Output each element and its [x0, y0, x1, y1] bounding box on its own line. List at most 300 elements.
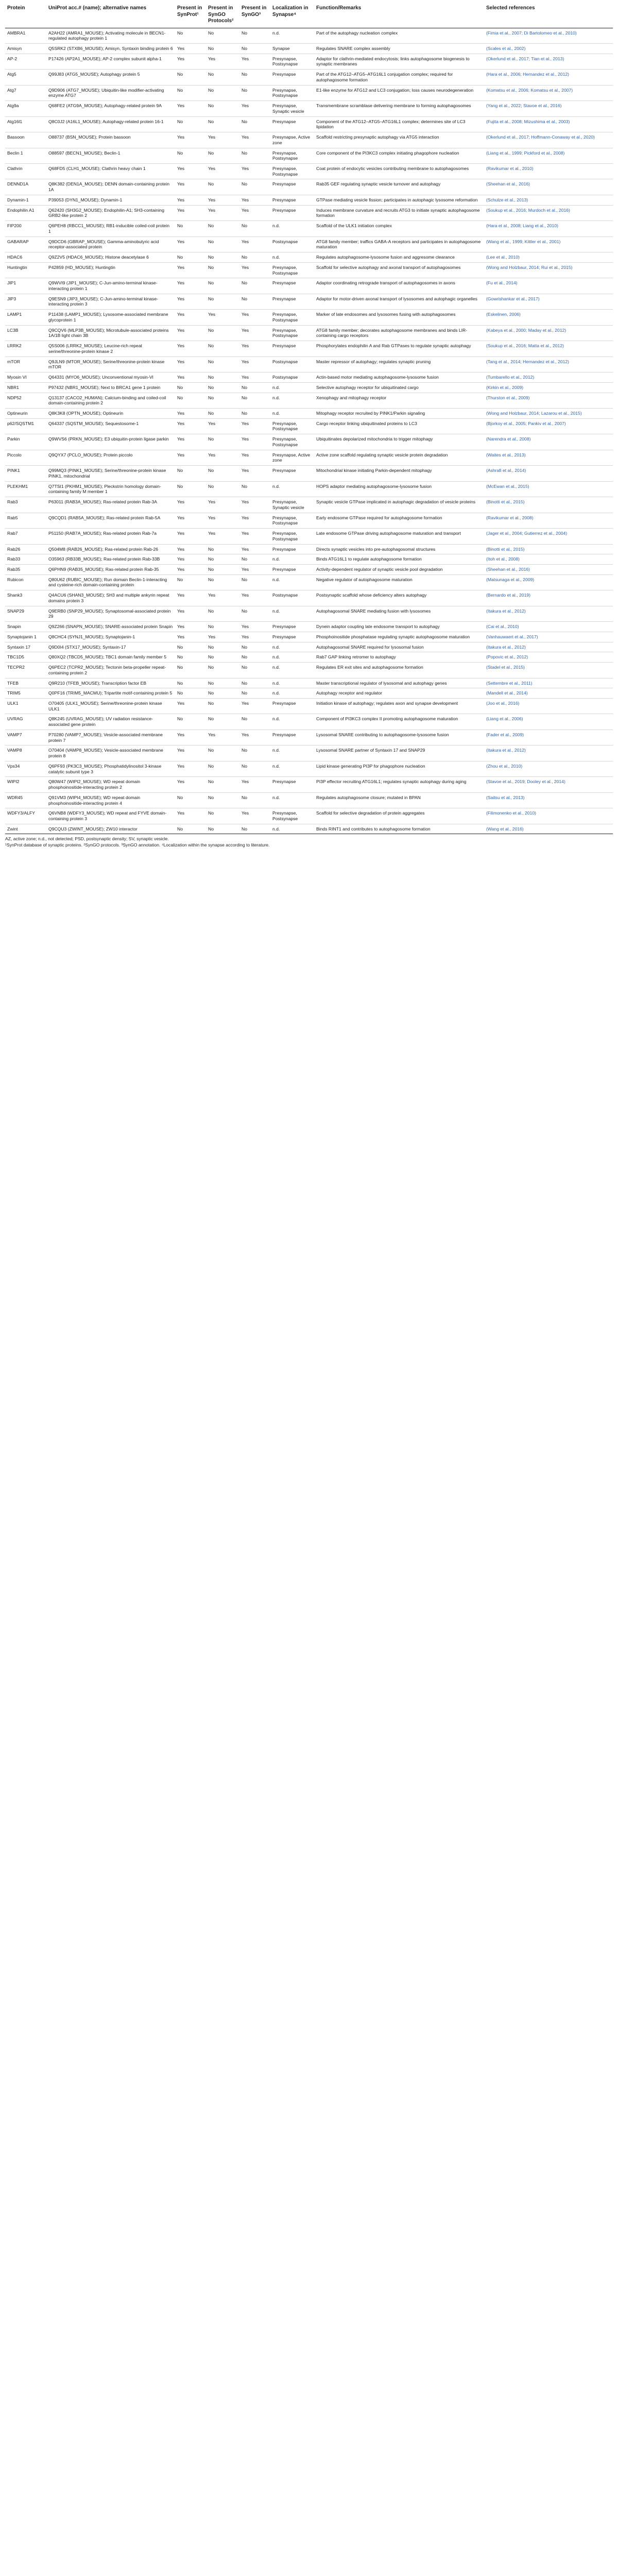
cell-syngo-protocols: No [206, 824, 239, 834]
table-row [5, 714, 613, 730]
cell-syngo: Yes [239, 236, 270, 252]
cell-function: Adaptor for motor-driven axonal transport of lysosomes and autophagic organelles [314, 294, 484, 309]
cell-synprot: Yes [175, 434, 206, 450]
cell-protein: PINK1 [5, 466, 46, 481]
cell-function: Phosphorylates endophilin A and Rab GTPases to regulate synaptic autophagy [314, 341, 484, 357]
cell-function: Marker of late endosomes and lysosomes fusing with autophagosomes [314, 310, 484, 325]
cell-localization: n.d. [270, 252, 314, 263]
cell-references: (Itakura et al., 2012) [484, 642, 613, 652]
cell-localization: Presynapse [270, 730, 314, 745]
cell-synprot: No [175, 393, 206, 408]
cell-function: HOPS adaptor mediating autophagosome-lysosome fusion [314, 481, 484, 497]
table-row [5, 622, 613, 632]
cell-localization: Presynapse [270, 179, 314, 195]
cell-function: Part of the autophagy nucleation complex [314, 28, 484, 43]
cell-syngo: Yes [239, 163, 270, 179]
cell-function: Selective autophagy receptor for ubiquitinated cargo [314, 382, 484, 393]
cell-references: (Itoh et al., 2008) [484, 554, 613, 565]
cell-references: (Lee et al., 2010) [484, 252, 613, 263]
cell-syngo-protocols: Yes [206, 205, 239, 221]
cell-syngo-protocols: No [206, 554, 239, 565]
cell-references: (Soukup et al., 2016; Matta et al., 2012) [484, 341, 613, 357]
cell-uniprot: Q91VM3 (WIPI4_MOUSE); WD repeat domain phosphoinositide-interacting protein 4 [46, 792, 175, 808]
cell-synprot: No [175, 252, 206, 263]
cell-syngo: Yes [239, 466, 270, 481]
cell-syngo-protocols: Yes [206, 450, 239, 465]
cell-references: (Binotti et al., 2015) [484, 544, 613, 554]
cell-function: Scaffold restricting presynaptic autophagy via ATG5 interaction [314, 132, 484, 148]
cell-function: Component of PI3KC3 complex II promoting autophagosome maturation [314, 714, 484, 730]
cell-syngo-protocols: No [206, 466, 239, 481]
cell-uniprot: Q7TSI1 (PKHM1_MOUSE); Pleckstrin homology domain-containing family M member 1 [46, 481, 175, 497]
cell-uniprot: Q9JLN9 (MTOR_MOUSE); Serine/threonine-protein kinase mTOR [46, 357, 175, 372]
cell-localization: Presynapse, Postsynapse [270, 163, 314, 179]
cell-references: (Soukup et al., 2016; Murdoch et al., 2016) [484, 205, 613, 221]
cell-references: (Yang et al., 2022; Stavoe et al., 2016) [484, 101, 613, 116]
cell-syngo-protocols: Yes [206, 163, 239, 179]
cell-synprot: No [175, 28, 206, 43]
cell-synprot: Yes [175, 236, 206, 252]
cell-protein: TBC1D5 [5, 652, 46, 663]
cell-synprot: Yes [175, 372, 206, 383]
cell-localization: Presynapse [270, 205, 314, 221]
table-row [5, 132, 613, 148]
cell-function: Adaptor for clathrin-mediated endocytosis; links autophagosome biogenesis to synaptic membranes [314, 54, 484, 69]
table-row [5, 642, 613, 652]
cell-function: Scaffold of the ULK1 initiation complex [314, 221, 484, 236]
cell-references: (Vanhauwaert et al., 2017) [484, 632, 613, 642]
cell-syngo-protocols: Yes [206, 590, 239, 606]
cell-localization: n.d. [270, 642, 314, 652]
cell-syngo-protocols: No [206, 116, 239, 132]
cell-uniprot: P39053 (DYN1_MOUSE); Dynamin-1 [46, 195, 175, 205]
cell-references: (Zhou et al., 2010) [484, 761, 613, 776]
cell-synprot: No [175, 824, 206, 834]
cell-protein: Vps34 [5, 761, 46, 776]
cell-synprot: Yes [175, 564, 206, 574]
cell-syngo-protocols: No [206, 714, 239, 730]
cell-syngo-protocols: No [206, 698, 239, 714]
table-row [5, 116, 613, 132]
cell-function: Late endosome GTPase driving autophagosome maturation and transport [314, 529, 484, 544]
table-row [5, 761, 613, 776]
cell-localization: n.d. [270, 574, 314, 590]
table-row [5, 792, 613, 808]
cell-synprot: Yes [175, 606, 206, 621]
cell-references: (Okerlund et al., 2017; Tian et al., 2013) [484, 54, 613, 69]
cell-syngo-protocols: No [206, 622, 239, 632]
cell-function: Regulates autophagosome-lysosome fusion and aggresome clearance [314, 252, 484, 263]
cell-localization: n.d. [270, 221, 314, 236]
cell-function: Rab7 GAP linking retromer to autophagy [314, 652, 484, 663]
cell-syngo-protocols: No [206, 792, 239, 808]
cell-uniprot: Q80W47 (WIPI2_MOUSE); WD repeat domain phosphoinositide-interacting protein 2 [46, 777, 175, 792]
table-row [5, 393, 613, 408]
cell-function: Binds ATG16L1 to regulate autophagosome formation [314, 554, 484, 565]
cell-localization: Presynapse, Postsynapse [270, 85, 314, 100]
cell-localization: Presynapse [270, 466, 314, 481]
cell-uniprot: P51150 (RAB7A_MOUSE); Ras-related protein Rab-7a [46, 529, 175, 544]
cell-uniprot: Q68FD5 (CLH1_MOUSE); Clathrin heavy chain 1 [46, 163, 175, 179]
cell-function: Regulates ER exit sites and autophagosome formation [314, 663, 484, 678]
cell-function: Initiation kinase of autophagy; regulates axon and synapse development [314, 698, 484, 714]
cell-uniprot: A2AH22 (AMRA1_MOUSE); Activating molecule in BECN1-regulated autophagy protein 1 [46, 28, 175, 43]
cell-synprot: Yes [175, 497, 206, 513]
cell-uniprot: Q64337 (SQSTM_MOUSE); Sequestosome-1 [46, 418, 175, 434]
table-row [5, 54, 613, 69]
cell-syngo: Yes [239, 730, 270, 745]
cell-syngo-protocols: Yes [206, 418, 239, 434]
cell-localization: Presynapse [270, 278, 314, 294]
footnote-abbreviations: AZ, active zone; n.d., not detected; PSD, postsynaptic density; SV, synaptic vesicle. [5, 836, 169, 842]
table-row [5, 777, 613, 792]
cell-references: (Wang et al., 2016) [484, 824, 613, 834]
cell-uniprot: P70280 (VAMP7_MOUSE); Vesicle-associated membrane protein 7 [46, 730, 175, 745]
cell-function: Lysosomal SNARE partner of Syntaxin 17 and SNAP29 [314, 745, 484, 761]
cell-synprot: Yes [175, 544, 206, 554]
cell-synprot: Yes [175, 132, 206, 148]
cell-references: (Bernardo et al., 2019) [484, 590, 613, 606]
cell-references: (Narendra et al., 2008) [484, 434, 613, 450]
cell-function: Scaffold for selective autophagy and axonal transport of autophagosomes [314, 262, 484, 278]
cell-syngo-protocols: No [206, 745, 239, 761]
table-page [5, 0, 613, 849]
table-row [5, 70, 613, 85]
cell-references: (Tumbarello et al., 2012) [484, 372, 613, 383]
cell-function: Master repressor of autophagy; regulates synaptic pruning [314, 357, 484, 372]
table-row [5, 85, 613, 100]
cell-function: Early endosome GTPase required for autophagosome formation [314, 513, 484, 528]
cell-function: Core component of the PI3KC3 complex initiating phagophore nucleation [314, 148, 484, 163]
cell-references: (Wang et al., 1999; Kittler et al., 2001) [484, 236, 613, 252]
cell-synprot: Yes [175, 632, 206, 642]
cell-localization: n.d. [270, 606, 314, 621]
cell-function: Scaffold for selective degradation of protein aggregates [314, 808, 484, 824]
cell-syngo: Yes [239, 418, 270, 434]
column-header-synprot: Present in SynProt¹ [175, 3, 206, 28]
cell-syngo-protocols: Yes [206, 497, 239, 513]
cell-references: (Kirkin et al., 2009) [484, 382, 613, 393]
cell-protein: WDR45 [5, 792, 46, 808]
cell-uniprot: Q80XQ2 (TBCD5_MOUSE); TBC1 domain family member 5 [46, 652, 175, 663]
cell-synprot: Yes [175, 777, 206, 792]
cell-references: (Binotti et al., 2015) [484, 497, 613, 513]
cell-syngo: No [239, 574, 270, 590]
cell-uniprot: O88737 (BSN_MOUSE); Protein bassoon [46, 132, 175, 148]
cell-uniprot: Q68FE2 (ATG9A_MOUSE); Autophagy-related protein 9A [46, 101, 175, 116]
cell-localization: Postsynapse [270, 236, 314, 252]
cell-synprot: No [175, 466, 206, 481]
cell-syngo: Yes [239, 372, 270, 383]
cell-uniprot: P63011 (RAB3A_MOUSE); Ras-related protein Rab-3A [46, 497, 175, 513]
cell-localization: Presynapse [270, 195, 314, 205]
table-row [5, 179, 613, 195]
cell-syngo-protocols: No [206, 262, 239, 278]
cell-protein: GABARAP [5, 236, 46, 252]
cell-function: Xenophagy and mitophagy receptor [314, 393, 484, 408]
cell-function: Mitochondrial kinase initiating Parkin-dependent mitophagy [314, 466, 484, 481]
cell-references: (Jager et al., 2004; Gutierrez et al., 2004) [484, 529, 613, 544]
cell-function: Activity-dependent regulator of synaptic vesicle pool degradation [314, 564, 484, 574]
cell-syngo-protocols: No [206, 221, 239, 236]
cell-syngo-protocols: No [206, 357, 239, 372]
cell-syngo-protocols: No [206, 606, 239, 621]
cell-function: Transmembrane scramblase delivering membrane to forming autophagosomes [314, 101, 484, 116]
cell-protein: JIP1 [5, 278, 46, 294]
cell-synprot: Yes [175, 698, 206, 714]
cell-references: (Wong and Holzbaur, 2014; Rui et al., 2015) [484, 262, 613, 278]
cell-protein: LC3B [5, 325, 46, 341]
cell-localization: Synapse [270, 43, 314, 54]
cell-protein: VAMP7 [5, 730, 46, 745]
cell-localization: Presynapse, Postsynapse [270, 418, 314, 434]
cell-synprot: No [175, 85, 206, 100]
cell-function: Part of the ATG12–ATG5–ATG16L1 conjugation complex; required for autophagosome formation [314, 70, 484, 85]
column-header-syngo: Present in SynGO³ [239, 3, 270, 28]
cell-synprot: Yes [175, 357, 206, 372]
cell-protein: FIP200 [5, 221, 46, 236]
cell-function: Actin-based motor mediating autophagosome-lysosome fusion [314, 372, 484, 383]
table-row [5, 163, 613, 179]
table-row [5, 205, 613, 221]
cell-syngo: Yes [239, 497, 270, 513]
cell-uniprot: Q9DCD6 (GBRAP_MOUSE); Gamma-aminobutyric acid receptor-associated protein [46, 236, 175, 252]
cell-references: (Popovic et al., 2012) [484, 652, 613, 663]
cell-localization: Presynapse, Postsynapse [270, 434, 314, 450]
cell-syngo: No [239, 663, 270, 678]
cell-syngo-protocols: No [206, 252, 239, 263]
cell-synprot: Yes [175, 262, 206, 278]
cell-syngo-protocols: Yes [206, 513, 239, 528]
cell-localization: n.d. [270, 409, 314, 419]
cell-synprot: Yes [175, 341, 206, 357]
cell-localization: n.d. [270, 714, 314, 730]
cell-function: Cargo receptor linking ubiquitinated proteins to LC3 [314, 418, 484, 434]
cell-uniprot: Q13137 (CACO2_HUMAN); Calcium-binding and coiled-coil domain-containing protein 2 [46, 393, 175, 408]
cell-syngo: No [239, 116, 270, 132]
cell-protein: mTOR [5, 357, 46, 372]
cell-protein: AMBRA1 [5, 28, 46, 43]
cell-syngo-protocols: No [206, 179, 239, 195]
cell-localization: Presynapse, Synaptic vesicle [270, 101, 314, 116]
cell-protein: Dynamin-1 [5, 195, 46, 205]
cell-syngo: No [239, 179, 270, 195]
cell-references: (Wong and Holzbaur, 2014; Lazarou et al., 2015) [484, 409, 613, 419]
cell-syngo: Yes [239, 450, 270, 465]
table-row [5, 808, 613, 824]
cell-references: (Okerlund et al., 2017; Hoffmann-Conaway et al., 2020) [484, 132, 613, 148]
cell-synprot: No [175, 642, 206, 652]
cell-syngo: No [239, 85, 270, 100]
table-row [5, 28, 613, 43]
cell-protein: Synaptojanin 1 [5, 632, 46, 642]
table-body [5, 28, 613, 834]
column-header-references: Selected references [484, 3, 613, 28]
cell-protein: Rab3 [5, 497, 46, 513]
cell-syngo-protocols: No [206, 236, 239, 252]
cell-references: (Scales et al., 2002) [484, 43, 613, 54]
cell-syngo-protocols: Yes [206, 632, 239, 642]
cell-references: (Hara et al., 2006; Hernandez et al., 2012) [484, 70, 613, 85]
cell-uniprot: O88597 (BECN1_MOUSE); Beclin-1 [46, 148, 175, 163]
cell-localization: n.d. [270, 554, 314, 565]
table-row [5, 101, 613, 116]
cell-localization: Postsynapse [270, 590, 314, 606]
cell-synprot: Yes [175, 195, 206, 205]
cell-synprot: Yes [175, 554, 206, 565]
cell-uniprot: Q99MQ3 (PINK1_MOUSE); Serine/threonine-protein kinase PINK1, mitochondrial [46, 466, 175, 481]
cell-references: (Hara et al., 2008; Liang et al., 2010) [484, 221, 613, 236]
cell-uniprot: Q9ESN9 (JIP3_MOUSE); C-Jun-amino-terminal kinase-interacting protein 3 [46, 294, 175, 309]
cell-protein: Beclin 1 [5, 148, 46, 163]
cell-protein: Piccolo [5, 450, 46, 465]
cell-syngo: Yes [239, 195, 270, 205]
cell-syngo: No [239, 409, 270, 419]
cell-synprot: No [175, 663, 206, 678]
cell-synprot: Yes [175, 101, 206, 116]
cell-protein: Amisyn [5, 43, 46, 54]
cell-function: Regulates autophagosome closure; mutated in BPAN [314, 792, 484, 808]
cell-localization: n.d. [270, 678, 314, 688]
cell-references: (Filimonenko et al., 2010) [484, 808, 613, 824]
cell-uniprot: Q9D906 (ATG7_MOUSE); Ubiquitin-like modifier-activating enzyme ATG7 [46, 85, 175, 100]
table-row [5, 325, 613, 341]
cell-syngo-protocols: No [206, 663, 239, 678]
cell-localization: Presynapse, Active zone [270, 450, 314, 465]
cell-syngo-protocols: Yes [206, 529, 239, 544]
cell-synprot: Yes [175, 325, 206, 341]
cell-references: (Stavoe et al., 2019; Dooley et al., 2014) [484, 777, 613, 792]
cell-references: (Itakura et al., 2012) [484, 606, 613, 621]
table-row [5, 382, 613, 393]
cell-syngo: No [239, 43, 270, 54]
cell-syngo: Yes [239, 622, 270, 632]
cell-protein: Myosin VI [5, 372, 46, 383]
cell-syngo: No [239, 294, 270, 309]
header-row [5, 3, 613, 28]
cell-protein: Atg9a [5, 101, 46, 116]
cell-localization: n.d. [270, 824, 314, 834]
cell-protein: ULK1 [5, 698, 46, 714]
cell-syngo: No [239, 28, 270, 43]
cell-protein: PLEKHM1 [5, 481, 46, 497]
cell-synprot: Yes [175, 622, 206, 632]
cell-uniprot: Q8K3K8 (OPTN_MOUSE); Optineurin [46, 409, 175, 419]
table-row [5, 745, 613, 761]
cell-protein: Atg7 [5, 85, 46, 100]
cell-protein: HDAC6 [5, 252, 46, 263]
table-row [5, 294, 613, 309]
cell-uniprot: Q9ERB0 (SNP29_MOUSE); Synaptosomal-associated protein 29 [46, 606, 175, 621]
cell-protein: Rab7 [5, 529, 46, 544]
cell-uniprot: Q9QYX7 (PCLO_MOUSE); Protein piccolo [46, 450, 175, 465]
cell-protein: TRIM5 [5, 688, 46, 699]
cell-synprot: Yes [175, 163, 206, 179]
cell-uniprot: Q6PHN9 (RAB35_MOUSE); Ras-related protein Rab-35 [46, 564, 175, 574]
cell-localization: Presynapse [270, 777, 314, 792]
cell-syngo: Yes [239, 529, 270, 544]
cell-references: (Matsunaga et al., 2009) [484, 574, 613, 590]
cell-localization: Presynapse, Postsynapse [270, 529, 314, 544]
cell-syngo-protocols: No [206, 325, 239, 341]
cell-syngo: No [239, 642, 270, 652]
cell-protein: Atg16l1 [5, 116, 46, 132]
cell-syngo: Yes [239, 564, 270, 574]
cell-syngo: Yes [239, 341, 270, 357]
cell-function: Synaptic vesicle GTPase implicated in autophagic degradation of vesicle proteins [314, 497, 484, 513]
cell-protein: Snapin [5, 622, 46, 632]
cell-syngo-protocols: No [206, 642, 239, 652]
cell-protein: SNAP29 [5, 606, 46, 621]
cell-protein: Bassoon [5, 132, 46, 148]
cell-function: GTPase mediating vesicle fission; participates in autophagic lysosome reformation [314, 195, 484, 205]
cell-synprot: Yes [175, 418, 206, 434]
table-row [5, 252, 613, 263]
cell-protein: VAMP8 [5, 745, 46, 761]
column-header-localization: Localization in Synapse⁴ [270, 3, 314, 28]
table-row [5, 236, 613, 252]
table-row [5, 195, 613, 205]
cell-synprot: No [175, 148, 206, 163]
cell-function: E1-like enzyme for ATG12 and LC3 conjugation; loss causes neurodegeneration [314, 85, 484, 100]
table-header [5, 3, 613, 28]
cell-references: (Stadel et al., 2015) [484, 663, 613, 678]
cell-syngo-protocols: No [206, 564, 239, 574]
cell-synprot: No [175, 714, 206, 730]
cell-synprot: No [175, 688, 206, 699]
cell-synprot: Yes [175, 205, 206, 221]
cell-function: Lipid kinase generating PI3P for phagophore nucleation [314, 761, 484, 776]
table-row [5, 529, 613, 544]
cell-function: Component of the ATG12–ATG5–ATG16L1 complex; determines site of LC3 lipidation [314, 116, 484, 132]
cell-synprot: No [175, 382, 206, 393]
cell-syngo: Yes [239, 132, 270, 148]
cell-references: (Itakura et al., 2012) [484, 745, 613, 761]
cell-synprot: Yes [175, 278, 206, 294]
table-row [5, 824, 613, 834]
cell-syngo: No [239, 481, 270, 497]
cell-localization: n.d. [270, 652, 314, 663]
cell-protein: NDP52 [5, 393, 46, 408]
cell-localization: Presynapse, Active zone [270, 132, 314, 148]
cell-synprot: Yes [175, 529, 206, 544]
cell-syngo: No [239, 678, 270, 688]
cell-syngo-protocols: Yes [206, 195, 239, 205]
cell-syngo-protocols: No [206, 481, 239, 497]
cell-protein: LRRK2 [5, 341, 46, 357]
column-header-uniprot: UniProt acc.# (name); alternative names [46, 3, 175, 28]
cell-syngo: No [239, 221, 270, 236]
cell-syngo: Yes [239, 205, 270, 221]
cell-localization: Presynapse, Postsynapse [270, 325, 314, 341]
cell-references: (Gowrishankar et al., 2017) [484, 294, 613, 309]
cell-protein: Rab5 [5, 513, 46, 528]
cell-references: (Sheehan et al., 2016) [484, 564, 613, 574]
cell-uniprot: P11438 (LAMP1_MOUSE); Lysosome-associated membrane glycoprotein 1 [46, 310, 175, 325]
table-row [5, 357, 613, 372]
cell-localization: Presynapse [270, 294, 314, 309]
cell-syngo-protocols: No [206, 372, 239, 383]
cell-references: (Joo et al., 2016) [484, 698, 613, 714]
table-row [5, 652, 613, 663]
cell-uniprot: Q62420 (SH3G2_MOUSE); Endophilin-A1; SH3-containing GRB2-like protein 2 [46, 205, 175, 221]
cell-references: (Ravikumar et al., 2010) [484, 163, 613, 179]
cell-protein: NBR1 [5, 382, 46, 393]
cell-localization: Presynapse, Postsynapse [270, 513, 314, 528]
cell-synprot: Yes [175, 513, 206, 528]
cell-localization: n.d. [270, 745, 314, 761]
cell-uniprot: Q5SRK2 (STXB6_MOUSE); Amisyn, Syntaxin binding protein 6 [46, 43, 175, 54]
